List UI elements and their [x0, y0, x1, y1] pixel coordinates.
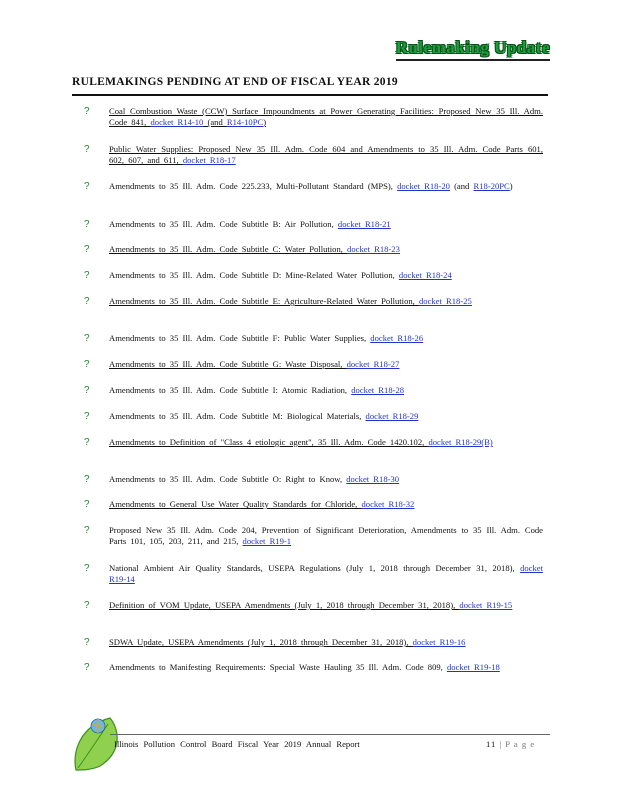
item-text — [109, 333, 543, 344]
docket-link[interactable]: docket R18-21 — [337, 219, 391, 229]
item-description: Amendments to 35 Ill. Adm. Code Subtitle O: Right to Know, — [109, 474, 347, 484]
docket-link[interactable]: docket R18-27 — [346, 359, 400, 369]
item-description: Amendments to Manifesting Requirements: Special Waste Hauling 35 Ill. Adm. Code 809, — [109, 662, 447, 672]
item-description: Public Water Supplies: Proposed New 35 Ill. Adm. Code 604 and Amendments to 35 Ill. Adm. Code Parts 601, 602, 607, and 611, — [109, 144, 543, 165]
heading-rule — [72, 94, 548, 96]
item-tail: (and — [203, 117, 227, 127]
docket-link[interactable]: docket R19-16 — [412, 637, 466, 647]
docket-link[interactable]: docket R18-28 — [351, 385, 405, 395]
bullet-icon: ? — [84, 662, 90, 673]
item-text — [109, 411, 543, 422]
item-description: National Ambient Air Quality Standards, USEPA Regulations (July 1, 2018 through December 31, 2018), — [109, 563, 521, 573]
item-text — [109, 181, 543, 192]
docket-pc-link[interactable]: R14-10PC — [226, 117, 264, 127]
docket-link[interactable]: docket R19-18 — [446, 662, 500, 672]
item-description: Amendments to 35 Ill. Adm. Code Subtitle G: Waste Disposal, — [109, 359, 347, 369]
bullet-icon: ? — [84, 333, 90, 344]
page-label: | P a g e — [499, 739, 536, 749]
item-description: Proposed New 35 Ill. Adm. Code 204, Prevention of Significant Deterioration, Amendments to 35 Ill. Adm. Code Parts 101, 105, 203, 211, and 215, — [109, 525, 543, 546]
item-text — [109, 437, 543, 448]
bullet-icon: ? — [84, 437, 90, 448]
docket-link[interactable]: docket R18-24 — [398, 270, 452, 280]
bullet-icon: ? — [84, 359, 90, 370]
bullet-icon: ? — [84, 474, 90, 485]
item-text — [109, 244, 543, 255]
item-description: Amendments to 35 Ill. Adm. Code Subtitle F: Public Water Supplies, — [109, 333, 371, 343]
item-description: Amendments to 35 Ill. Adm. Code Subtitle M: Biological Materials, — [109, 411, 366, 421]
rulemaking-update-banner: Rulemaking Update — [396, 38, 550, 61]
item-text — [109, 385, 543, 396]
docket-link[interactable]: docket R14-10 — [150, 117, 204, 127]
item-text — [109, 499, 543, 510]
docket-pc-link[interactable]: R18-20PC — [473, 181, 510, 191]
bullet-icon: ? — [84, 296, 90, 307]
docket-link[interactable]: docket R18-32 — [361, 499, 415, 509]
item-description: Amendments to 35 Ill. Adm. Code Subtitle C: Water Pollution, — [109, 244, 348, 254]
bullet-icon: ? — [84, 600, 90, 611]
item-text — [109, 270, 543, 281]
docket-link[interactable]: docket R18-30 — [346, 474, 400, 484]
docket-link[interactable]: docket R19-1 — [242, 536, 292, 546]
bullet-icon: ? — [84, 244, 90, 255]
item-tail-close: ) — [509, 181, 513, 191]
bullet-icon: ? — [84, 181, 90, 192]
page-heading: RULEMAKINGS PENDING AT END OF FISCAL YEAR 2019 — [72, 76, 398, 88]
item-text — [109, 144, 543, 166]
item-text — [109, 600, 543, 611]
item-description: Coal Combustion Waste (CCW) Surface Impoundments at Power Generating Facilities: Proposed New 35 Ill. Adm. Code 841, — [109, 106, 543, 127]
item-text — [109, 359, 543, 370]
item-text — [109, 219, 543, 230]
item-text — [109, 106, 543, 128]
bullet-icon: ? — [84, 385, 90, 396]
item-tail: (and — [449, 181, 474, 191]
bullet-icon: ? — [84, 270, 90, 281]
docket-link[interactable]: docket R19-14 — [109, 563, 543, 584]
item-description: Definition of VOM Update, USEPA Amendments (July 1, 2018 through December 31, 2018), — [109, 600, 460, 610]
bullet-icon: ? — [84, 411, 90, 422]
bullet-icon: ? — [84, 106, 90, 117]
bullet-icon: ? — [84, 219, 90, 230]
item-description: Amendments to 35 Ill. Adm. Code 225.233, Multi-Pollutant Standard (MPS), — [109, 181, 398, 191]
docket-link[interactable]: docket R18-20 — [397, 181, 450, 191]
bullet-icon: ? — [84, 525, 90, 536]
item-description: Amendments to General Use Water Quality Standards for Chloride, — [109, 499, 362, 509]
item-description: Amendments to 35 Ill. Adm. Code Subtitle B: Air Pollution, — [109, 219, 338, 229]
item-tail-close: ) — [263, 117, 267, 127]
item-description: SDWA Update, USEPA Amendments (July 1, 2018 through December 31, 2018), — [109, 637, 413, 647]
item-description: Amendments to 35 Ill. Adm. Code Subtitle I: Atomic Radiation, — [109, 385, 352, 395]
page-number: 11 — [486, 739, 497, 749]
bullet-icon: ? — [84, 637, 90, 648]
docket-link[interactable]: docket R18-17 — [182, 155, 236, 165]
item-text — [109, 525, 543, 547]
bullet-icon: ? — [84, 563, 90, 574]
bullet-icon: ? — [84, 499, 90, 510]
docket-link[interactable]: docket R19-15 — [459, 600, 513, 610]
item-text — [109, 296, 543, 307]
item-text — [109, 563, 543, 585]
item-description: Amendments to Definition of "Class 4 etiologic agent", 35 Ill. Adm. Code 1420.102, — [109, 437, 429, 447]
item-description: Amendments to 35 Ill. Adm. Code Subtitle D: Mine-Related Water Pollution, — [109, 270, 399, 280]
footer-rule — [110, 734, 550, 735]
footer-report-title: Illinois Pollution Control Board Fiscal Year 2019 Annual Report — [114, 739, 360, 749]
footer-page-number — [486, 739, 535, 749]
item-description: Amendments to 35 Ill. Adm. Code Subtitle E: Agriculture-Related Water Pollution, — [109, 296, 419, 306]
bullet-icon: ? — [84, 144, 90, 155]
docket-link[interactable]: docket R18-25 — [418, 296, 472, 306]
item-text — [109, 662, 543, 673]
docket-link[interactable]: docket R18-26 — [370, 333, 424, 343]
docket-link[interactable]: docket R18-23 — [347, 244, 400, 254]
docket-link[interactable]: docket R18-29(B) — [428, 437, 493, 447]
item-text — [109, 474, 543, 485]
docket-link[interactable]: docket R18-29 — [365, 411, 419, 421]
item-text — [109, 637, 543, 648]
